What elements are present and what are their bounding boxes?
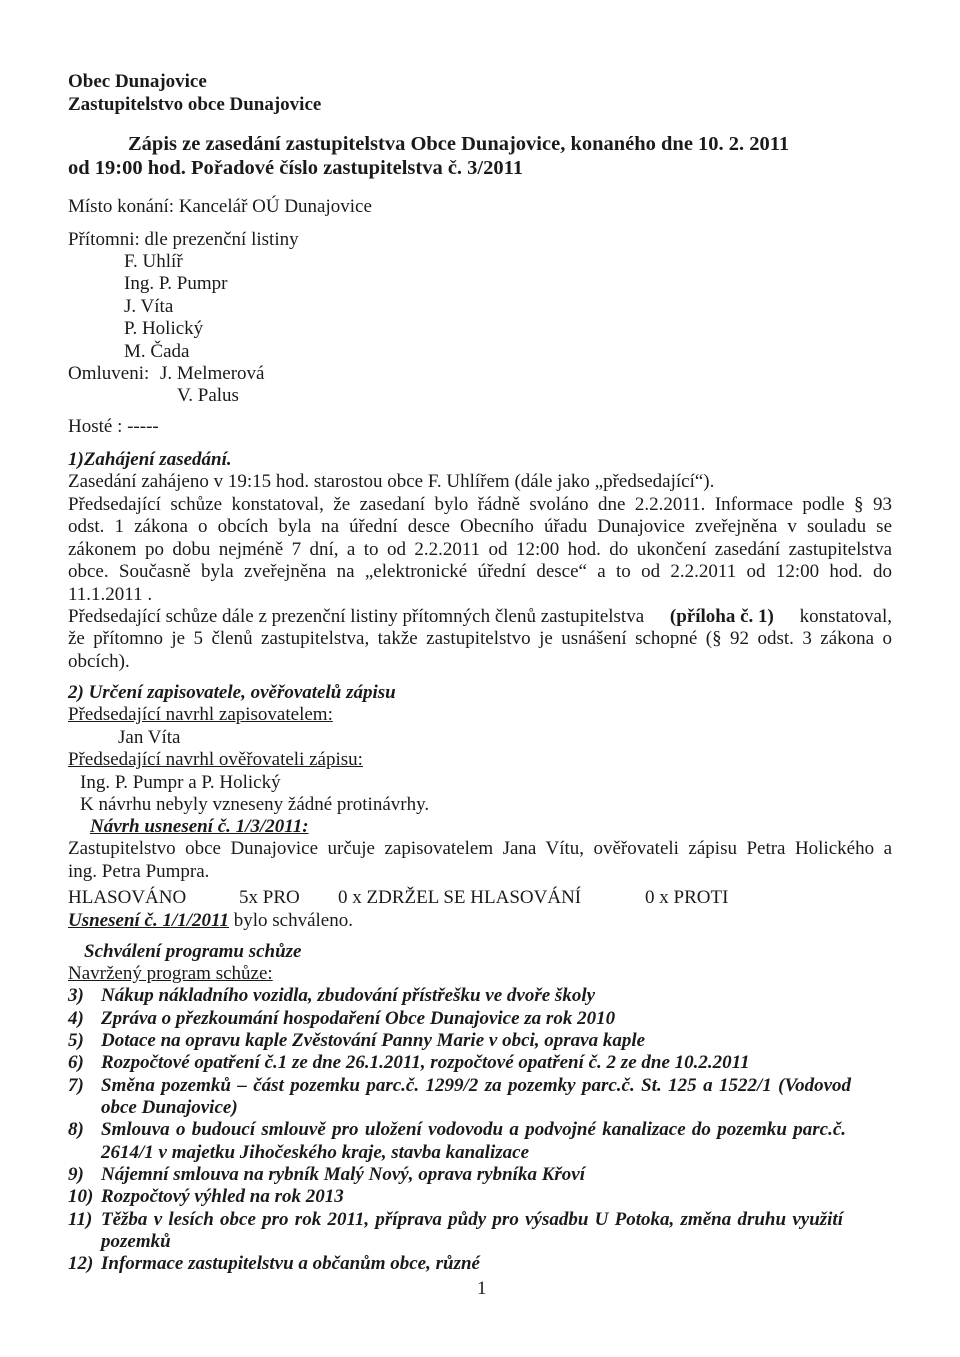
title-line-1: Zápis ze zasedání zastupitelstva Obce Dunajovice, konaného dne 10. 2. 2011 — [128, 133, 790, 155]
section-1-line: obcích). — [68, 651, 130, 672]
agenda-item-number: 3) — [68, 985, 84, 1006]
guests: Hosté : ----- — [68, 416, 159, 437]
section-1-line: obce. Současně byla zveřejněna na „elektronické úřední desce“ a to od 2.2.2011 od 12:00 hod. do — [68, 561, 892, 582]
quorum-text-a: Předsedající schůze dále z prezenční listiny přítomných členů zastupitelstva — [68, 606, 649, 627]
agenda-item-number: 7) — [68, 1075, 84, 1096]
agenda-item-text: Rozpočtové opatření č.1 ze dne 26.1.2011, rozpočtové opatření č. 2 ze dne 10.2.2011 — [101, 1052, 750, 1073]
page-number: 1 — [477, 1278, 487, 1299]
section-1-heading: 1)Zahájení zasedání. — [68, 449, 232, 470]
section-1-line: odst. 1 zákona o obcích byla na úřední desce Obecního úřadu Dunajovice zveřejněna v souladu se — [68, 516, 892, 537]
excused-member: J. Melmerová — [160, 363, 265, 384]
present-member: J. Víta — [124, 296, 174, 317]
vote-against: 0 x PROTI — [645, 887, 729, 908]
agenda-item-text: Nákup nákladního vozidla, zbudování přístřešku ve dvoře školy — [101, 985, 596, 1006]
agenda-item-number: 6) — [68, 1052, 84, 1073]
resolution-text: Zastupitelstvo obce Dunajovice určuje zapisovatelem Jana Vítu, ověřovateli zápisu Petra Holického a — [68, 838, 892, 859]
agenda-item-number: 12) — [68, 1253, 94, 1274]
section-2-heading: 2) Určení zapisovatele, ověřovatelů zápisu — [68, 682, 396, 703]
proposed-recorder: Jan Víta — [118, 727, 181, 748]
vote-abstain: 0 x ZDRŽEL SE HLASOVÁNÍ — [338, 887, 582, 908]
resolution-text: ing. Petra Pumpra. — [68, 861, 210, 882]
proposed-verifiers: Ing. P. Pumpr a P. Holický — [80, 772, 281, 793]
present-label: Přítomni: dle prezenční listiny — [68, 229, 299, 250]
agenda-item-text: Zpráva o přezkoumání hospodaření Obce Dunajovice za rok 2010 — [101, 1008, 616, 1029]
attachment-reference: (příloha č. 1) — [669, 606, 774, 627]
agenda-item-number: 11) — [68, 1209, 93, 1230]
agenda-item-text: Rozpočtový výhled na rok 2013 — [101, 1186, 344, 1207]
present-member: P. Holický — [124, 318, 204, 339]
excused-label: Omluveni: — [68, 363, 150, 384]
section-1-line: Zasedání zahájeno v 19:15 hod. starostou obce F. Uhlířem (dále jako „předsedající“). — [68, 471, 715, 492]
resolution-result — [68, 910, 353, 932]
agenda-item-number: 4) — [68, 1008, 84, 1029]
section-1-quorum-line — [68, 606, 892, 628]
section-1-line: 11.1.2011 . — [68, 584, 153, 605]
section-1-line: Předsedající schůze konstatoval, že zasedaní bylo řádně svoláno dne 2.2.2011. Informace podle § 93 — [68, 494, 892, 515]
agenda-item-text: Těžba v lesích obce pro rok 2011, příprava půdy pro výsadbu U Potoka, změna druhu využití — [101, 1209, 843, 1230]
quorum-text-c: konstatoval, — [794, 606, 892, 627]
section-1-line: zákonem po dobu nejméně 7 dní, a to od 2.2.2011 od 12:00 hod. do ukončení zasedání zastupitelstva — [68, 539, 892, 560]
agenda-item-number: 10) — [68, 1186, 94, 1207]
present-member: Ing. P. Pumpr — [124, 273, 228, 294]
agenda-item-text: pozemků — [101, 1231, 171, 1252]
agenda-item-text: Směna pozemků – část pozemku parc.č. 1299/2 za pozemky parc.č. St. 125 a 1522/1 (Vodovod — [101, 1075, 851, 1096]
agenda-heading: Schválení programu schůze — [84, 941, 302, 962]
agenda-item-number: 9) — [68, 1164, 84, 1185]
header-org: Obec Dunajovice — [68, 71, 207, 92]
present-member: F. Uhlíř — [124, 251, 183, 272]
proposed-verifiers-label: Předsedající navrhl ověřovateli zápisu: — [68, 749, 363, 770]
agenda-item-number: 5) — [68, 1030, 84, 1051]
agenda-subheading: Navržený program schůze: — [68, 963, 273, 984]
agenda-item-text: Smlouva o budoucí smlouvě pro uložení vodovodu a podvojné kanalizace do pozemku parc.č. — [101, 1119, 846, 1140]
section-1-line: že přítomno je 5 členů zastupitelstva, takže zastupitelstvo je usnášení schopné (§ 92 odst. 3 zákona o — [68, 628, 892, 649]
agenda-item-number: 8) — [68, 1119, 84, 1140]
header-council: Zastupitelstvo obce Dunajovice — [68, 94, 322, 115]
proposed-recorder-label: Předsedající navrhl zapisovatelem: — [68, 704, 333, 725]
resolution-proposal-heading: Návrh usnesení č. 1/3/2011: — [90, 816, 309, 837]
meeting-place: Místo konání: Kancelář OÚ Dunajovice — [68, 196, 372, 217]
no-objection-note: K návrhu nebyly vzneseny žádné protinávrhy. — [80, 794, 430, 815]
title-line-2: od 19:00 hod. Pořadové číslo zastupitelstva č. 3/2011 — [68, 157, 523, 179]
agenda-item-text: 2614/1 v majetku Jihočeského kraje, stavba kanalizace — [101, 1142, 530, 1163]
agenda-item-text: obce Dunajovice) — [101, 1097, 238, 1118]
resolution-number: Usnesení č. 1/1/2011 — [68, 910, 229, 931]
present-member: M. Čada — [124, 341, 190, 362]
agenda-item-text: Dotace na opravu kaple Zvěstování Panny Marie v obci, oprava kaple — [101, 1030, 646, 1051]
vote-for: 5x PRO — [239, 887, 300, 908]
agenda-item-text: Nájemní smlouva na rybník Malý Nový, oprava rybníka Křoví — [101, 1164, 585, 1185]
excused-member: V. Palus — [177, 385, 239, 406]
resolution-status: bylo schváleno. — [228, 910, 353, 931]
vote-label: HLASOVÁNO — [68, 887, 187, 908]
agenda-item-text: Informace zastupitelstvu a občanům obce, různé — [101, 1253, 480, 1274]
